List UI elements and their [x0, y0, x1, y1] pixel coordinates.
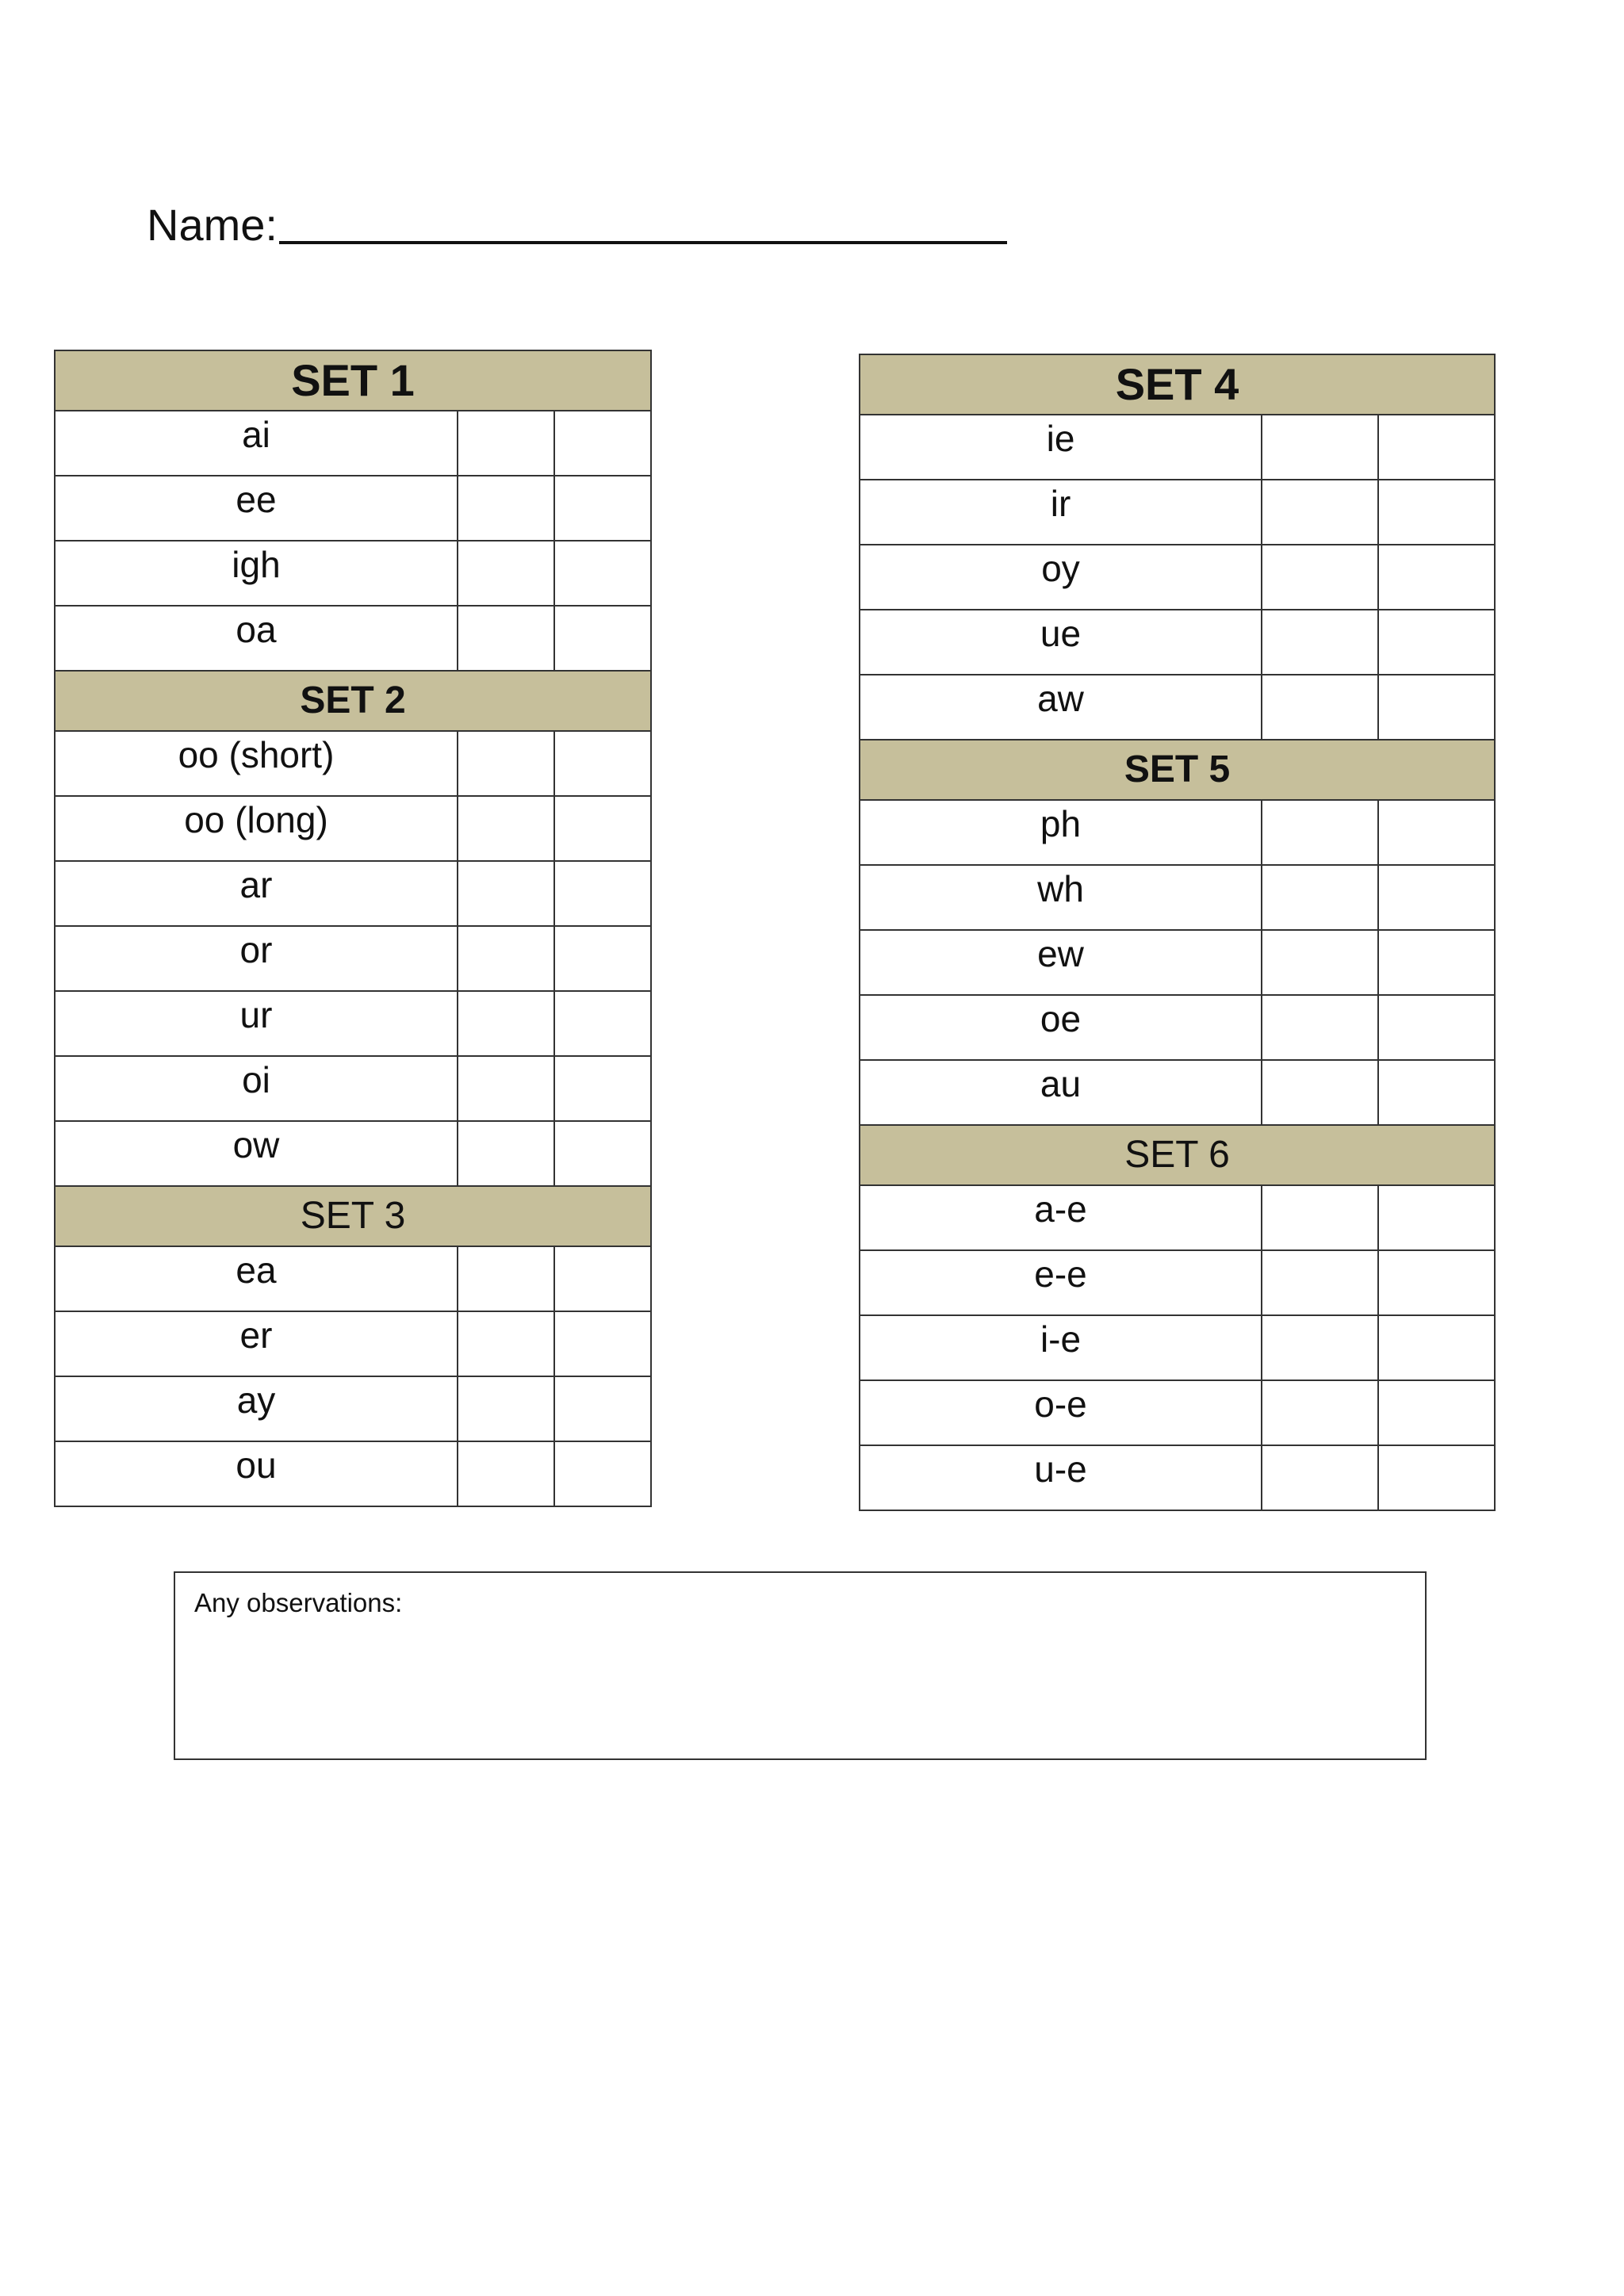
set-title: SET 4: [860, 354, 1495, 415]
sound-cell: oi: [55, 1056, 458, 1121]
check-cell[interactable]: [554, 926, 651, 991]
sound-cell: or: [55, 926, 458, 991]
sound-row: [860, 865, 1495, 930]
check-cell[interactable]: [1378, 930, 1495, 995]
check-cell[interactable]: [1262, 1380, 1378, 1445]
check-cell[interactable]: [458, 541, 554, 606]
sound-row: [860, 610, 1495, 675]
check-cell[interactable]: [554, 796, 651, 861]
sound-cell: ai: [55, 411, 458, 476]
sound-cell: wh: [860, 865, 1262, 930]
sound-row: [860, 800, 1495, 865]
sound-cell: ew: [860, 930, 1262, 995]
check-cell[interactable]: [554, 991, 651, 1056]
sound-row: [55, 731, 651, 796]
check-cell[interactable]: [554, 861, 651, 926]
check-cell[interactable]: [1262, 610, 1378, 675]
sound-row: [860, 545, 1495, 610]
sound-cell: ir: [860, 480, 1262, 545]
set-header-row: [55, 671, 651, 731]
check-cell[interactable]: [1262, 995, 1378, 1060]
sound-cell: ie: [860, 415, 1262, 480]
check-cell[interactable]: [1378, 800, 1495, 865]
check-cell[interactable]: [458, 991, 554, 1056]
check-cell[interactable]: [554, 1246, 651, 1311]
sound-row: [55, 1121, 651, 1186]
set-title: SET 5: [860, 740, 1495, 800]
check-cell[interactable]: [1262, 800, 1378, 865]
check-cell[interactable]: [1378, 995, 1495, 1060]
sound-cell: ue: [860, 610, 1262, 675]
check-cell[interactable]: [458, 476, 554, 541]
check-cell[interactable]: [1378, 1445, 1495, 1510]
name-label: Name:: [147, 200, 278, 250]
check-cell[interactable]: [1378, 1185, 1495, 1250]
check-cell[interactable]: [1378, 1315, 1495, 1380]
sound-cell: er: [55, 1311, 458, 1376]
sound-row: [860, 415, 1495, 480]
sound-cell: ph: [860, 800, 1262, 865]
check-cell[interactable]: [458, 861, 554, 926]
sound-row: [55, 926, 651, 991]
check-cell[interactable]: [1378, 545, 1495, 610]
sound-cell: e-e: [860, 1250, 1262, 1315]
check-cell[interactable]: [458, 1441, 554, 1506]
check-cell[interactable]: [554, 541, 651, 606]
check-cell[interactable]: [1378, 415, 1495, 480]
check-cell[interactable]: [458, 1056, 554, 1121]
sound-row: [55, 796, 651, 861]
check-cell[interactable]: [1262, 1445, 1378, 1510]
name-field-line[interactable]: [279, 241, 1007, 244]
check-cell[interactable]: [554, 1056, 651, 1121]
check-cell[interactable]: [1262, 545, 1378, 610]
check-cell[interactable]: [554, 1441, 651, 1506]
sound-row: [860, 1185, 1495, 1250]
check-cell[interactable]: [1262, 1185, 1378, 1250]
sound-cell: oa: [55, 606, 458, 671]
check-cell[interactable]: [1262, 1250, 1378, 1315]
check-cell[interactable]: [1378, 675, 1495, 740]
check-cell[interactable]: [458, 1246, 554, 1311]
sound-cell: ea: [55, 1246, 458, 1311]
set-title: SET 1: [55, 350, 651, 411]
sound-cell: aw: [860, 675, 1262, 740]
check-cell[interactable]: [458, 411, 554, 476]
sound-row: [860, 995, 1495, 1060]
sound-cell: ar: [55, 861, 458, 926]
check-cell[interactable]: [458, 926, 554, 991]
check-cell[interactable]: [1262, 930, 1378, 995]
sound-row: [55, 1311, 651, 1376]
check-cell[interactable]: [554, 1311, 651, 1376]
sound-cell: au: [860, 1060, 1262, 1125]
sound-cell: ur: [55, 991, 458, 1056]
sound-cell: i-e: [860, 1315, 1262, 1380]
sound-cell: ow: [55, 1121, 458, 1186]
sound-cell: oe: [860, 995, 1262, 1060]
set-header-row: [860, 354, 1495, 415]
check-cell[interactable]: [1378, 480, 1495, 545]
sound-cell: ay: [55, 1376, 458, 1441]
check-cell[interactable]: [1262, 415, 1378, 480]
sound-cell: ou: [55, 1441, 458, 1506]
check-cell[interactable]: [458, 1376, 554, 1441]
sound-cell: igh: [55, 541, 458, 606]
sound-table-left: [54, 350, 652, 1507]
check-cell[interactable]: [458, 731, 554, 796]
check-cell[interactable]: [458, 1311, 554, 1376]
check-cell[interactable]: [1378, 1250, 1495, 1315]
check-cell[interactable]: [1262, 675, 1378, 740]
sound-row: [55, 861, 651, 926]
sound-row: [55, 606, 651, 671]
sound-row: [860, 1250, 1495, 1315]
sound-row: [55, 1056, 651, 1121]
check-cell[interactable]: [1378, 610, 1495, 675]
sound-row: [55, 1441, 651, 1506]
check-cell[interactable]: [554, 411, 651, 476]
sound-row: [55, 1246, 651, 1311]
check-cell[interactable]: [458, 606, 554, 671]
check-cell[interactable]: [554, 731, 651, 796]
sound-table-right: [859, 354, 1496, 1511]
set-header-row: [860, 740, 1495, 800]
sound-row: [860, 480, 1495, 545]
check-cell[interactable]: [554, 606, 651, 671]
check-cell[interactable]: [1378, 1060, 1495, 1125]
sound-cell: oo (long): [55, 796, 458, 861]
sound-row: [55, 476, 651, 541]
set-header-row: [55, 1186, 651, 1246]
set-title: SET 2: [55, 671, 651, 731]
name-row: [147, 189, 1007, 252]
sound-row: [860, 1380, 1495, 1445]
sound-cell: oy: [860, 545, 1262, 610]
sound-row: [860, 1315, 1495, 1380]
sound-row: [55, 411, 651, 476]
sound-row: [55, 991, 651, 1056]
observations-box[interactable]: [174, 1571, 1427, 1760]
set-header-row: [860, 1125, 1495, 1185]
check-cell[interactable]: [1262, 1060, 1378, 1125]
sound-cell: o-e: [860, 1380, 1262, 1445]
sound-row: [55, 1376, 651, 1441]
sound-row: [860, 675, 1495, 740]
check-cell[interactable]: [554, 1376, 651, 1441]
check-cell[interactable]: [1378, 865, 1495, 930]
sound-cell: u-e: [860, 1445, 1262, 1510]
check-cell[interactable]: [1378, 1380, 1495, 1445]
sound-row: [860, 1060, 1495, 1125]
sound-row: [860, 1445, 1495, 1510]
set-header-row: [55, 350, 651, 411]
observations-label: Any observations:: [194, 1588, 403, 1617]
check-cell[interactable]: [458, 1121, 554, 1186]
set-title: SET 6: [860, 1125, 1495, 1185]
sound-cell: ee: [55, 476, 458, 541]
sound-cell: oo (short): [55, 731, 458, 796]
check-cell[interactable]: [554, 1121, 651, 1186]
sound-row: [860, 930, 1495, 995]
sound-row: [55, 541, 651, 606]
set-title: SET 3: [55, 1186, 651, 1246]
check-cell[interactable]: [1262, 1315, 1378, 1380]
check-cell[interactable]: [458, 796, 554, 861]
check-cell[interactable]: [1262, 865, 1378, 930]
check-cell[interactable]: [554, 476, 651, 541]
check-cell[interactable]: [1262, 480, 1378, 545]
sound-cell: a-e: [860, 1185, 1262, 1250]
